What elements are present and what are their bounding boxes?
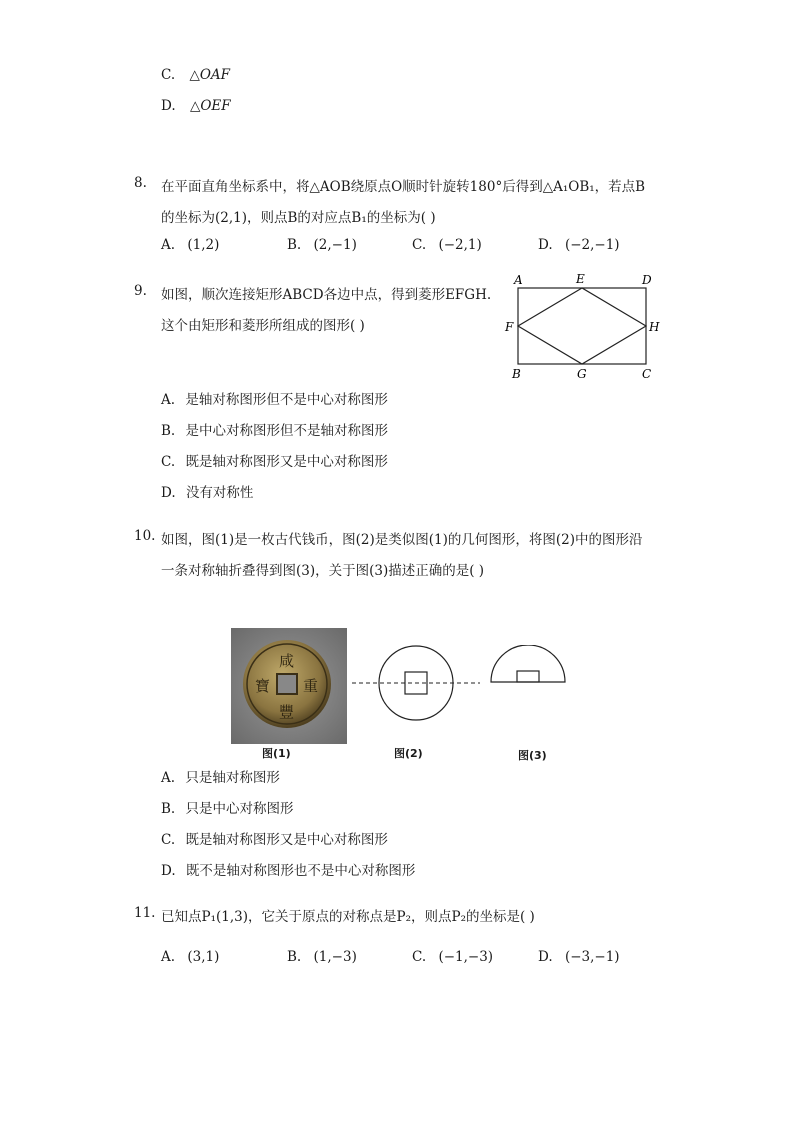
q10-option-d[interactable] bbox=[161, 859, 415, 879]
option-letter: D. bbox=[538, 949, 553, 965]
q11-option-d[interactable] bbox=[538, 949, 620, 965]
coin-char-left: 寶 bbox=[255, 677, 271, 695]
option-text: (−1,−3) bbox=[438, 949, 494, 965]
figure-3-semicircle bbox=[488, 645, 568, 690]
option-letter: C. bbox=[412, 237, 427, 253]
prev-option-d[interactable] bbox=[161, 98, 231, 114]
q10-stem-line1: 如图，图(1)是一枚古代钱币，图(2)是类似图(1)的几何图形，将图(2)中的图形沿 bbox=[161, 532, 643, 548]
caption-fig-2: 图(2) bbox=[394, 747, 423, 760]
option-letter: C. bbox=[412, 949, 427, 965]
q11-number: 11. bbox=[134, 905, 156, 921]
semicircle-arc bbox=[491, 645, 565, 682]
q8-stem-line1: 在平面直角坐标系中，将△AOB绕原点O顺时针旋转180°后得到△A₁OB₁，若点B bbox=[161, 179, 646, 195]
q9-number: 9. bbox=[134, 283, 147, 299]
q11-option-c[interactable] bbox=[412, 949, 493, 965]
option-text: (1,2) bbox=[187, 237, 220, 253]
label-f: F bbox=[505, 320, 514, 334]
option-text: 是中心对称图形但不是轴对称图形 bbox=[185, 423, 389, 439]
option-text: 既是轴对称图形又是中心对称图形 bbox=[185, 832, 388, 848]
label-e: E bbox=[576, 272, 585, 286]
option-letter: D. bbox=[161, 98, 176, 114]
option-letter: A. bbox=[161, 237, 176, 253]
q11-option-b[interactable] bbox=[287, 949, 357, 965]
option-letter: A. bbox=[161, 392, 176, 408]
coin-char-bottom: 豐 bbox=[279, 703, 295, 721]
label-a: A bbox=[514, 273, 523, 287]
q9-option-d[interactable] bbox=[161, 481, 253, 501]
option-letter: C. bbox=[161, 454, 176, 470]
rhombus-efgh bbox=[518, 288, 646, 364]
q10-stem-line2: 一条对称轴折叠得到图(3)，关于图(3)描述正确的是( ) bbox=[161, 563, 485, 579]
label-h: H bbox=[649, 320, 660, 334]
label-b: B bbox=[512, 367, 521, 381]
option-letter: B. bbox=[287, 237, 302, 253]
option-text: 既是轴对称图形又是中心对称图形 bbox=[185, 454, 388, 470]
option-text: (−2,−1) bbox=[564, 237, 620, 253]
coin-char-right: 重 bbox=[303, 677, 319, 695]
q8-option-b[interactable] bbox=[287, 237, 357, 253]
option-letter: D. bbox=[161, 863, 176, 879]
q10-option-b[interactable] bbox=[161, 797, 294, 817]
label-g: G bbox=[577, 367, 587, 381]
coin-photo bbox=[231, 628, 347, 744]
option-text: (1,−3) bbox=[313, 949, 357, 965]
option-text: 只是轴对称图形 bbox=[185, 770, 280, 786]
coin-hole bbox=[277, 674, 297, 694]
rectangle-rhombus-figure bbox=[500, 270, 670, 385]
option-text: (−3,−1) bbox=[564, 949, 620, 965]
q8-option-c[interactable] bbox=[412, 237, 482, 253]
option-text: 没有对称性 bbox=[185, 485, 254, 501]
option-letter: A. bbox=[161, 770, 176, 786]
option-text: △OEF bbox=[189, 98, 231, 114]
q9-option-b[interactable] bbox=[161, 419, 388, 439]
q10-option-c[interactable] bbox=[161, 828, 388, 848]
option-text: 是轴对称图形但不是中心对称图形 bbox=[185, 392, 388, 408]
caption-fig-1: 图(1) bbox=[262, 747, 291, 760]
option-text: (−2,1) bbox=[438, 237, 482, 253]
q10-number: 10. bbox=[134, 528, 156, 544]
option-letter: D. bbox=[161, 485, 176, 501]
q10-option-a[interactable] bbox=[161, 766, 280, 786]
option-text: (2,−1) bbox=[313, 237, 357, 253]
option-letter: B. bbox=[161, 801, 176, 817]
q8-number: 8. bbox=[134, 175, 147, 191]
option-text: (3,1) bbox=[187, 949, 220, 965]
q9-stem-line2: 这个由矩形和菱形所组成的图形( ) bbox=[161, 318, 365, 334]
q11-stem-line1: 已知点P₁(1,3)，它关于原点的对称点是P₂，则点P₂的坐标是( ) bbox=[161, 909, 535, 925]
q8-option-a[interactable] bbox=[161, 237, 219, 253]
q11-option-a[interactable] bbox=[161, 949, 219, 965]
prev-option-c[interactable] bbox=[161, 67, 230, 83]
option-letter: C. bbox=[161, 67, 176, 83]
caption-fig-3: 图(3) bbox=[518, 749, 547, 762]
q9-option-c[interactable] bbox=[161, 450, 388, 470]
coin-char-top: 咸 bbox=[279, 652, 295, 670]
q9-option-a[interactable] bbox=[161, 388, 388, 408]
option-letter: B. bbox=[287, 949, 302, 965]
q9-stem-line1: 如图，顺次连接矩形ABCD各边中点，得到菱形EFGH. bbox=[161, 287, 492, 303]
half-square bbox=[517, 671, 539, 682]
option-letter: D. bbox=[538, 237, 553, 253]
option-text: △OAF bbox=[189, 67, 231, 83]
q8-option-d[interactable] bbox=[538, 237, 620, 253]
figure-2-circle-square bbox=[352, 645, 482, 725]
label-c: C bbox=[642, 367, 652, 381]
q8-stem-line2: 的坐标为(2,1)，则点B的对应点B₁的坐标为( ) bbox=[161, 210, 436, 226]
option-text: 只是中心对称图形 bbox=[185, 801, 294, 817]
option-letter: A. bbox=[161, 949, 176, 965]
option-text: 既不是轴对称图形也不是中心对称图形 bbox=[185, 863, 416, 879]
option-letter: B. bbox=[161, 423, 176, 439]
rectangle-abcd bbox=[518, 288, 646, 364]
option-letter: C. bbox=[161, 832, 176, 848]
label-d: D bbox=[642, 273, 652, 287]
